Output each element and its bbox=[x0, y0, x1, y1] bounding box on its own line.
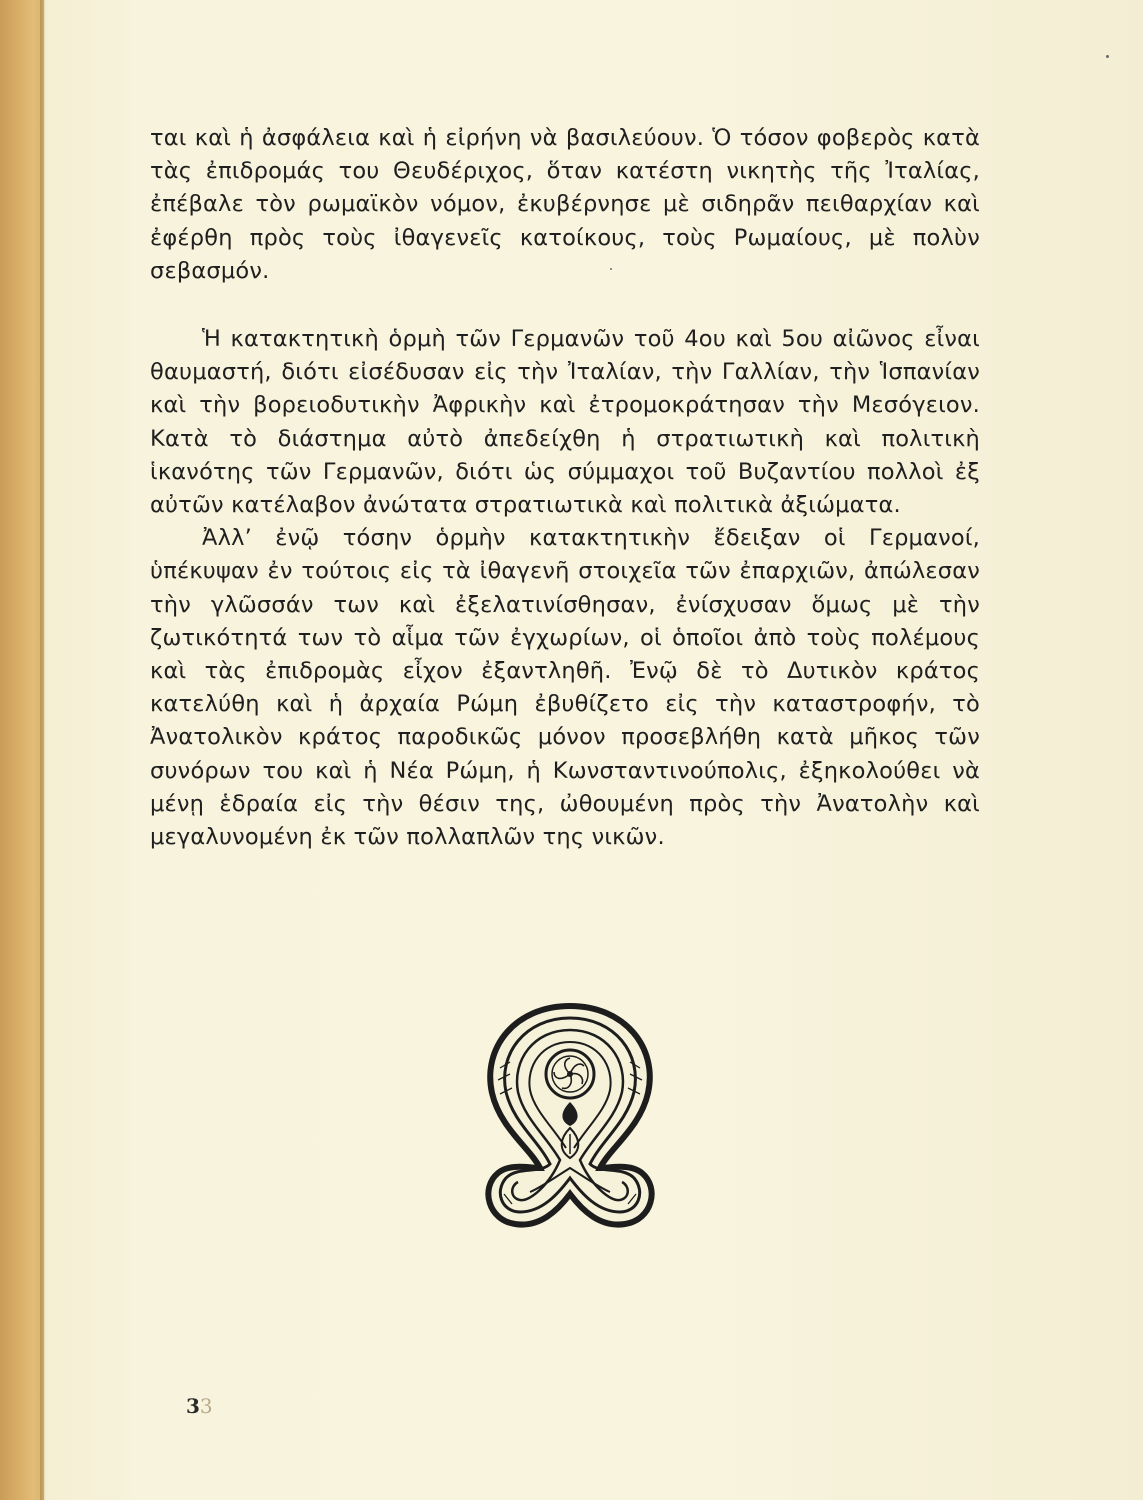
paragraph-3: Ἀλλ’ ἐνῷ τόσην ὁρμὴν κατακτητικὴν ἔδειξαν οἱ Γερμανοί, ὑπέκυψαν ἐν τούτοις εἰς τὰ ἰθαγενῆ στοιχεῖα τῶν ἐπαρχιῶν, ἀπώλεσαν τὴν γλῶσσάν των καὶ ἐξελατινίσθησαν, ἐνίσχυσαν ὅμως μὲ τὴν ζωτικότητά των τὸ αἷμα τῶν ἐγχωρίων, οἱ ὁποῖοι ἀπὸ τοὺς πολέμους καὶ τὰς ἐπιδρομὰς εἶχον ἐξαντληθῆ. Ἐνῷ δὲ τὸ Δυτικὸν κράτος κατελύθη καὶ ἡ ἀρχαία Ρώμη ἐβυθίζετο εἰς τὴν καταστροφήν, τὸ Ἀνατολικὸν κράτος παροδικῶς μόνον προσεβλήθη κατὰ μῆκος τῶν συνόρων του καὶ ἡ Νέα Ρώμη, ἡ Κωνσταντινούπολις, ἐξηκολούθει νὰ μένῃ ἑδραία εἰς τὴν θέσιν της, ὠθουμένη πρὸς τὴν Ἀνατολὴν καὶ μεγαλυνομένη ἐκ τῶν πολλαπλῶν της νικῶν. bbox=[150, 525, 980, 851]
paragraph-2: Ἡ κατακτητικὴ ὁρμὴ τῶν Γερμανῶν τοῦ 4ου καὶ 5ου αἰῶνος εἶναι θαυμαστή, διότι εἰσέδυσαν εἰς τὴν Ἰταλίαν, τὴν Γαλλίαν, τὴν Ἱσπανίαν καὶ τὴν βορειοδυτικὴν Ἀφρικὴν καὶ ἐτρομοκράτησαν τὴν Μεσόγειον. Κατὰ τὸ διάστημα αὐτὸ ἀπεδείχθη ἡ στρατιωτικὴ καὶ πολιτικὴ ἱκανότης τῶν Γερμανῶν, διότι ὡς σύμμαχοι τοῦ Βυζαντίου πολλοὶ ἐξ αὐτῶν κατέλαβον ἀνώτατα στρατιωτικὰ καὶ πολιτικὰ ἀξιώματα. bbox=[150, 326, 980, 519]
ink-speck bbox=[1106, 55, 1109, 58]
ornament-icon bbox=[470, 998, 670, 1238]
page-number bbox=[186, 1394, 213, 1418]
page-number-faint: 3 bbox=[199, 1394, 213, 1418]
paragraph-1: ται καὶ ἡ ἀσφάλεια καὶ ἡ εἰρήνη νὰ βασιλεύουν. Ὁ τόσον φοβερὸς κατὰ τὰς ἐπιδρομάς του Θευδέριχος, ὅταν κατέστη νικητὴς τῆς Ἰταλίας, ἐπέβαλε τὸν ρωμαϊκὸν νόμον, ἐκυβέρνησε μὲ σιδηρᾶν πειθαρχίαν καὶ ἐφέρθη πρὸς τοὺς ἰθαγενεῖς κατοίκους, τοὺς Ρωμαίους, μὲ πολὺν σεβασμόν. bbox=[150, 125, 980, 284]
body-text bbox=[150, 122, 980, 854]
binding-strip bbox=[0, 0, 44, 1500]
binding-edge bbox=[40, 0, 46, 1500]
page-number-main: 3 bbox=[186, 1394, 200, 1418]
